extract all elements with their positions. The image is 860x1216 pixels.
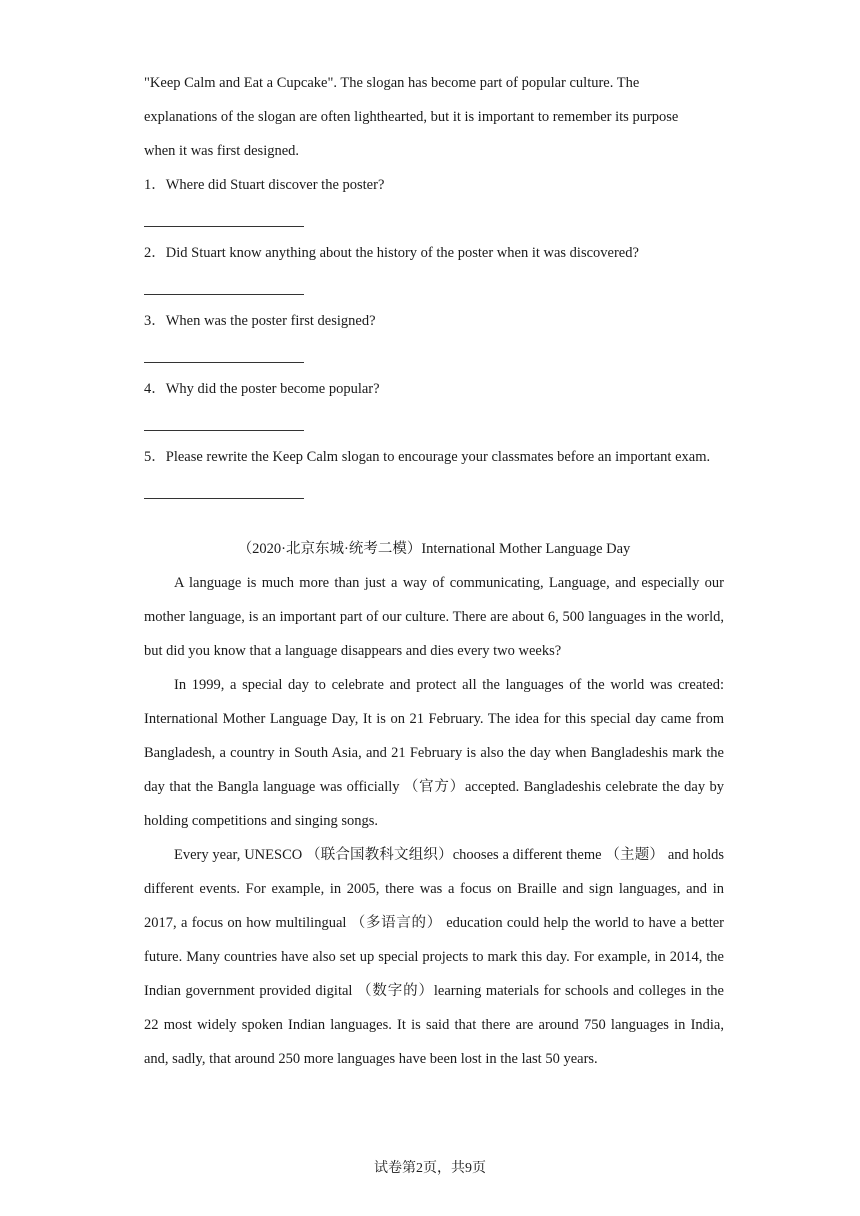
answer-blank[interactable]	[144, 202, 304, 227]
answer-blank[interactable]	[144, 474, 304, 499]
question-text: 2．Did Stuart know anything about the history of the poster when it was discovered?	[144, 245, 639, 261]
intro-paragraph	[144, 66, 724, 168]
intro-line: explanations of the slogan are often lighthearted, but it is important to remember its purpose	[144, 109, 679, 125]
answer-blank[interactable]	[144, 338, 304, 363]
answer-blank[interactable]	[144, 270, 304, 295]
passage-paragraph: In 1999, a special day to celebrate and protect all the languages of the world was created: International Mother Language Day, It is on 21 February. The idea for this special day came from Bangladesh, a country in South Asia, and 21 February is also the day when Bangladeshis mark the day that the Bangla language was officially （官方）accepted. Bangladeshis celebrate the day by holding competitions and singing songs.	[144, 677, 724, 829]
question-text: 5．Please rewrite the Keep Calm slogan to encourage your classmates before an important exam.	[144, 449, 711, 465]
page-footer: 试卷第2页，共9页	[374, 1161, 486, 1176]
passage-title: （2020·北京东城·统考二模）International Mother Language Day	[237, 541, 631, 557]
reading-passage	[144, 532, 724, 1076]
question-text: 3．When was the poster first designed?	[144, 313, 376, 329]
question-item	[144, 168, 724, 227]
exam-page-content	[144, 66, 724, 1076]
passage-paragraph: Every year, UNESCO （联合国教科文组织）chooses a different theme （主题） and holds different events. For example, in 2005, there was a focus on Braille and sign languages, and in 2017, a focus on how multilingual （多语言的） education could help the world to have a better future. Many countries have also set up special projects to mark this day. For example, in 2014, the Indian government provided digital （数字的）learning materials for schools and colleges in the 22 most widely spoken Indian languages. It is said that there are around 750 languages in India, and, sadly, that around 250 more languages have been lost in the last 50 years.	[144, 847, 724, 1067]
question-text: 1．Where did Stuart discover the poster?	[144, 177, 385, 193]
intro-line: when it was first designed.	[144, 143, 300, 159]
intro-line: "Keep Calm and Eat a Cupcake". The slogan has become part of popular culture. The	[144, 75, 640, 91]
question-item	[144, 304, 724, 363]
question-list	[144, 168, 724, 499]
answer-blank[interactable]	[144, 406, 304, 431]
passage-paragraph: A language is much more than just a way of communicating, Language, and especially our mother language, is an important part of our culture. There are about 6, 500 languages in the world, but did you know that a language disappears and dies every two weeks?	[144, 575, 724, 659]
question-item	[144, 236, 724, 295]
question-text: 4．Why did the poster become popular?	[144, 381, 380, 397]
question-item	[144, 440, 724, 499]
question-item	[144, 372, 724, 431]
